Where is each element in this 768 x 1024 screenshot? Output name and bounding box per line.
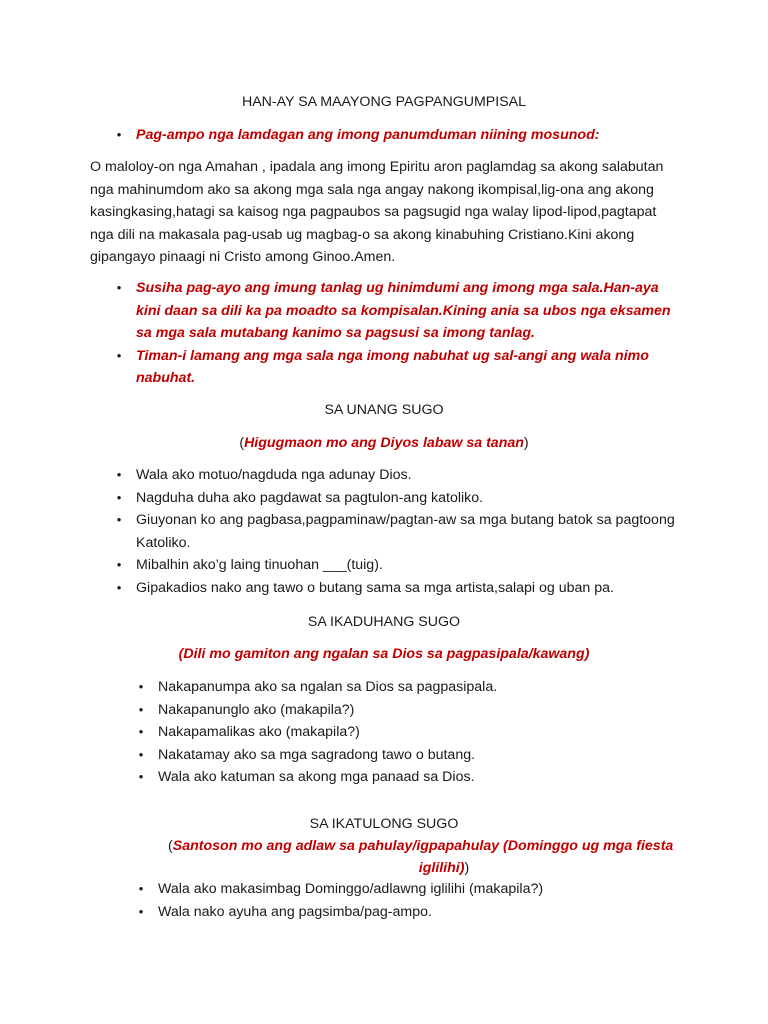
paren-close: )	[523, 435, 529, 451]
section-items	[138, 878, 698, 923]
instruction-text: Susiha pag-ayo ang imung tanlag ug hinimdumi ang imong mga sala.Han-aya kini daan sa dili ka pa moadto sa kompisalan.Kining ania sa ubos nga eksamen sa mga sala mutabang kanimo sa pagsusi sa imong tanlag.	[136, 280, 671, 341]
paren-open: (	[168, 838, 173, 854]
bullet-icon: •	[138, 881, 144, 896]
section-items	[116, 464, 684, 599]
bullet-icon: •	[116, 127, 122, 142]
item-text: Nakapamalikas ako (makapila?)	[158, 724, 360, 740]
commandment-text: Santoson mo ang adlaw sa pahulay/igpapahulay (Dominggo ug mga fiesta	[172, 838, 674, 854]
list-item	[116, 487, 684, 510]
paren-close: )	[584, 646, 590, 662]
list-item	[116, 509, 684, 554]
item-text: Nagduha duha ako pagdawat sa pagtulon-ang katoliko.	[136, 489, 484, 506]
list-item	[116, 124, 696, 147]
commandment-text: Higugmaon mo ang Diyos labaw sa tanan	[244, 435, 524, 451]
intro-instruction: Pag-ampo nga lamdagan ang imong panumduman niining mosunod:	[136, 127, 600, 143]
bullet-icon: •	[116, 347, 122, 363]
instructions-list	[116, 277, 684, 390]
section-title: SA UNANG SUGO	[324, 402, 444, 418]
subtitle-line	[168, 835, 680, 857]
section-subtitle	[0, 432, 768, 454]
commandment-text: Dili mo gamiton ang ngalan sa Dios sa pagpasipala/kawang	[183, 646, 585, 662]
list-item	[116, 277, 684, 345]
list-item	[116, 345, 684, 390]
bullet-icon: •	[116, 467, 122, 482]
section-title: SA IKADUHANG SUGO	[307, 614, 461, 630]
bullet-icon: •	[138, 769, 144, 784]
list-item	[138, 901, 698, 924]
paren-close: )	[464, 860, 470, 876]
opening-prayer: O maloloy-on nga Amahan , ipadala ang imong Epiritu aron paglamdag sa akong salabutan nga mahinumdom ako sa akong mga sala nga angay nakong ikompisal,lig-ona ang akong kasingkasing,hatagi sa kaisog nga pagpaubos sa pagsugid nga walay lipod-lipod,pagtapat nga dili na makasala pag-usab ug magbag-o sa akong kinabuhing Cristiano.Kini akong gipangayo pinaagi ni Cristo among Ginoo.Amen.	[90, 159, 664, 265]
list-item	[116, 464, 684, 487]
item-text: Wala nako ayuha ang pagsimba/pag-ampo.	[158, 903, 432, 920]
item-text: Mibalhin ako’g laing tinuohan ___(tuig).	[136, 557, 383, 573]
bullet-icon: •	[116, 557, 122, 572]
section-title: SA IKATULONG SUGO	[309, 816, 459, 832]
list-item	[138, 676, 698, 699]
section-items	[138, 676, 698, 789]
list-item	[138, 766, 698, 789]
item-text: Nakatamay ako sa mga sagradong tawo o butang.	[158, 746, 476, 763]
bullet-icon: •	[116, 579, 122, 595]
bullet-icon: •	[138, 701, 144, 717]
item-text: Giuyonan ko ang pagbasa,pagpaminaw/pagtan-aw sa mga butang batok sa pagtoong Katoliko.	[136, 512, 675, 551]
list-item	[138, 721, 698, 744]
bullet-icon: •	[138, 903, 144, 919]
bullet-icon: •	[138, 746, 144, 762]
list-item	[138, 699, 698, 722]
intro-list	[116, 124, 696, 147]
item-text: Wala ako katuman sa akong mga panaad sa Dios.	[158, 769, 475, 785]
paren-open: (	[178, 646, 184, 662]
commandment-text: iglilihi)	[418, 860, 465, 876]
item-text: Nakapanumpa ako sa ngalan sa Dios sa pagpasipala.	[158, 679, 498, 695]
section-subtitle	[0, 643, 768, 665]
subtitle-line	[168, 857, 680, 879]
list-item	[116, 554, 684, 577]
paren-open: (	[239, 435, 245, 451]
item-text: Gipakadios nako ang tawo o butang sama sa mga artista,salapi og uban pa.	[136, 579, 614, 596]
item-text: Nakapanunglo ako (makapila?)	[158, 701, 355, 718]
item-text: Wala ako motuo/nagduda nga adunay Dios.	[136, 467, 412, 483]
document-title: HAN-AY SA MAAYONG PAGPANGUMPISAL	[241, 94, 527, 110]
section-subtitle	[168, 835, 680, 879]
bullet-icon: •	[116, 489, 122, 505]
list-item	[116, 577, 684, 600]
bullet-icon: •	[138, 679, 144, 694]
list-item	[138, 878, 698, 901]
bullet-icon: •	[116, 280, 122, 295]
instruction-text: Timan-i lamang ang mga sala nga imong nabuhat ug sal-angi ang wala nimo nabuhat.	[136, 347, 649, 386]
bullet-icon: •	[138, 724, 144, 739]
bullet-icon: •	[116, 512, 122, 527]
list-item	[138, 744, 698, 767]
item-text: Wala ako makasimbag Dominggo/adlawng iglilihi (makapila?)	[158, 881, 544, 897]
